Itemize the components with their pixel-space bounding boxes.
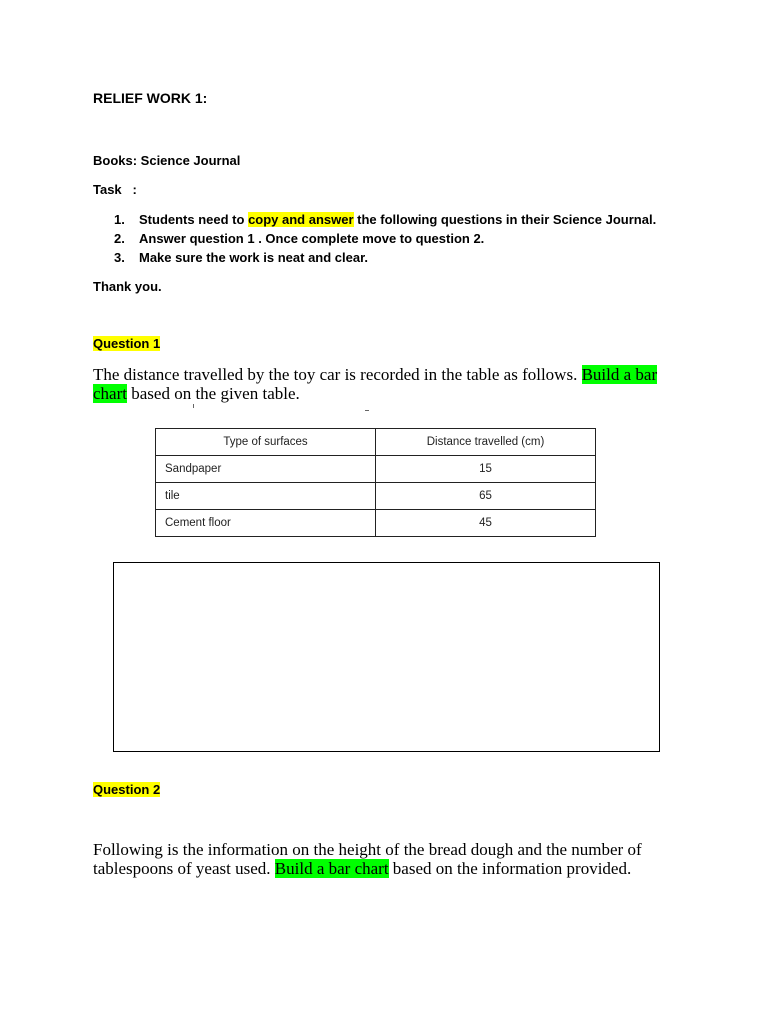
task-text: Answer question 1 . Once complete move to question 2. [139, 231, 485, 246]
table-cell: tile [156, 483, 376, 510]
document-title: RELIEF WORK 1: [93, 90, 208, 106]
task-item [114, 210, 656, 229]
surface-distance-table [155, 428, 596, 537]
task-number: 2. [114, 231, 125, 246]
question-2-label-text: Question 2 [93, 782, 161, 797]
highlighted-text: copy and answer [248, 212, 354, 227]
task-list [114, 210, 656, 267]
column-header: Distance travelled (cm) [376, 429, 596, 456]
question-1-label-text: Question 1 [93, 336, 161, 351]
task-label: Task : [93, 182, 137, 197]
table-cell: 15 [376, 456, 596, 483]
question-2-label [93, 782, 160, 797]
question-1-text [93, 365, 673, 403]
question-1-text-part: The distance travelled by the toy car is recorded in the table as follows. [93, 365, 582, 384]
table-cell: 65 [376, 483, 596, 510]
books-line: Books: Science Journal [93, 153, 241, 168]
question-2-text [93, 840, 683, 878]
task-text: Make sure the work is neat and clear. [139, 250, 369, 265]
task-number: 1. [114, 212, 125, 227]
question-1-label [93, 336, 160, 351]
table-row [156, 456, 596, 483]
task-text: the following questions in their Science Journal. [353, 212, 657, 227]
scan-mark [365, 410, 369, 411]
scan-mark [193, 404, 194, 408]
question-1-text-part: based on the given table. [126, 384, 300, 403]
table-row [156, 510, 596, 537]
task-item [114, 229, 656, 248]
table-row [156, 483, 596, 510]
task-text: Students need to [139, 212, 249, 227]
question-2-text-part: Following is the information on the height of the bread dough and the number of tablespoons of yeast used. [93, 840, 642, 878]
table-cell: 45 [376, 510, 596, 537]
highlighted-instruction: Build a bar chart [93, 365, 658, 403]
answer-box [113, 562, 660, 752]
thanks-line: Thank you. [93, 279, 162, 294]
table-header-row [156, 429, 596, 456]
table-cell: Sandpaper [156, 456, 376, 483]
task-item [114, 248, 656, 267]
table-cell: Cement floor [156, 510, 376, 537]
column-header: Type of surfaces [156, 429, 376, 456]
task-number: 3. [114, 250, 125, 265]
highlighted-instruction: Build a bar chart [274, 859, 389, 878]
question-2-text-part: based on the information provided. [388, 859, 632, 878]
